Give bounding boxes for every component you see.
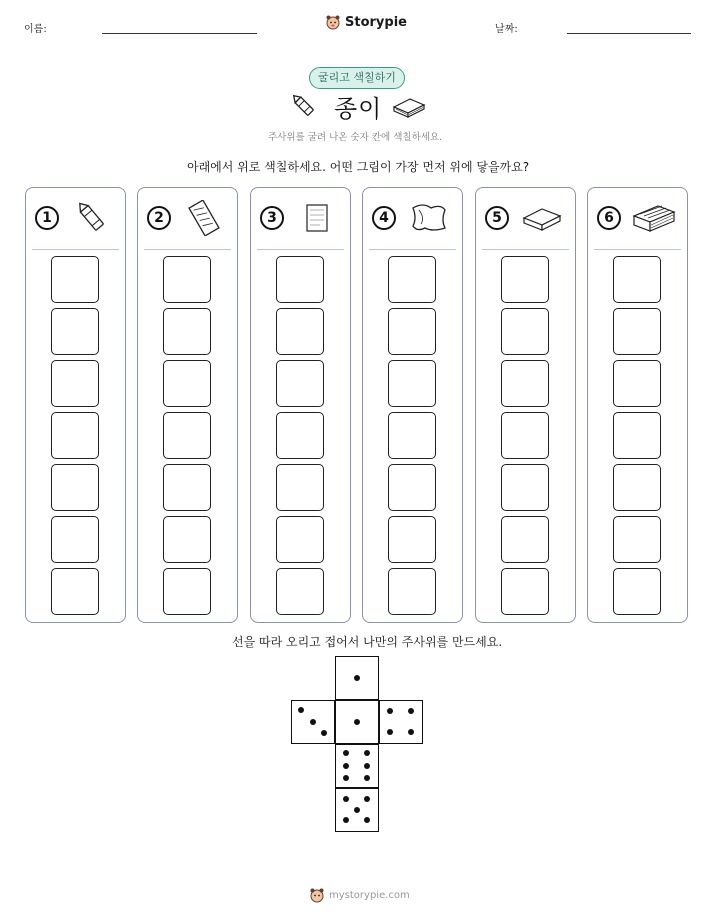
color-box[interactable] bbox=[276, 516, 324, 563]
color-box[interactable] bbox=[163, 412, 211, 459]
column-divider bbox=[369, 249, 456, 250]
color-box[interactable] bbox=[51, 464, 99, 511]
dice-pip bbox=[408, 729, 414, 735]
footer-url[interactable]: mystorypie.com bbox=[329, 889, 410, 901]
tissue-icon bbox=[407, 200, 451, 236]
activity-badge: 굴리고 색칠하기 bbox=[309, 67, 405, 89]
dice-pip bbox=[354, 675, 360, 681]
page-title: 종이 bbox=[334, 95, 383, 123]
color-box[interactable] bbox=[51, 360, 99, 407]
color-box[interactable] bbox=[388, 412, 436, 459]
column-1 bbox=[25, 187, 126, 623]
column-5 bbox=[475, 187, 576, 623]
footer bbox=[309, 887, 410, 903]
color-box[interactable] bbox=[388, 308, 436, 355]
color-box[interactable] bbox=[51, 568, 99, 615]
paper-stack-icon bbox=[392, 95, 426, 119]
dice-pip bbox=[343, 750, 349, 756]
color-box[interactable] bbox=[501, 516, 549, 563]
dice-pip bbox=[364, 763, 370, 769]
color-box[interactable] bbox=[613, 308, 661, 355]
dice-pip bbox=[343, 817, 349, 823]
color-box[interactable] bbox=[501, 256, 549, 303]
page-subtitle: 주사위를 굴려 나온 숫자 칸에 색칠하세요. bbox=[268, 132, 443, 143]
column-number: 1 bbox=[35, 206, 59, 230]
dice-face-1[interactable] bbox=[335, 700, 379, 744]
dice-pip bbox=[354, 807, 360, 813]
color-box[interactable] bbox=[388, 568, 436, 615]
dice-face-3[interactable] bbox=[291, 700, 335, 744]
dice-pip bbox=[387, 708, 393, 714]
color-box[interactable] bbox=[276, 568, 324, 615]
color-box[interactable] bbox=[163, 256, 211, 303]
dice-pip bbox=[343, 796, 349, 802]
color-box[interactable] bbox=[501, 412, 549, 459]
color-box[interactable] bbox=[613, 412, 661, 459]
color-box[interactable] bbox=[613, 360, 661, 407]
dice-pip bbox=[408, 708, 414, 714]
dice-face-1[interactable] bbox=[335, 656, 379, 700]
dice-pip bbox=[387, 729, 393, 735]
dice-pip bbox=[310, 719, 316, 725]
dice-instruction: 선을 따라 오리고 접어서 나만의 주사위를 만드세요. bbox=[232, 635, 503, 649]
color-box[interactable] bbox=[613, 464, 661, 511]
name-label: 이름: bbox=[24, 24, 47, 35]
name-line[interactable] bbox=[102, 33, 257, 34]
color-box[interactable] bbox=[501, 308, 549, 355]
column-divider bbox=[144, 249, 231, 250]
dice-pip bbox=[321, 730, 327, 736]
date-label: 날짜: bbox=[495, 24, 518, 35]
color-box[interactable] bbox=[163, 360, 211, 407]
paper-ream-icon bbox=[632, 200, 676, 236]
dice-pip bbox=[343, 763, 349, 769]
color-box[interactable] bbox=[163, 464, 211, 511]
color-box[interactable] bbox=[388, 360, 436, 407]
column-number: 5 bbox=[485, 206, 509, 230]
column-divider bbox=[482, 249, 569, 250]
dice-pip bbox=[354, 719, 360, 725]
color-box[interactable] bbox=[163, 308, 211, 355]
crayon-icon bbox=[291, 93, 319, 121]
color-box[interactable] bbox=[276, 256, 324, 303]
dice-pip bbox=[364, 750, 370, 756]
dice-pip bbox=[343, 775, 349, 781]
crayon-icon bbox=[70, 200, 114, 236]
storypie-mascot-icon bbox=[309, 887, 325, 903]
cardboard-piece-icon bbox=[182, 200, 226, 236]
column-3 bbox=[250, 187, 351, 623]
color-box[interactable] bbox=[51, 256, 99, 303]
color-box[interactable] bbox=[51, 308, 99, 355]
dice-face-5[interactable] bbox=[335, 788, 379, 832]
date-line[interactable] bbox=[567, 33, 691, 34]
color-box[interactable] bbox=[276, 412, 324, 459]
column-number: 4 bbox=[372, 206, 396, 230]
color-box[interactable] bbox=[613, 256, 661, 303]
color-box[interactable] bbox=[276, 308, 324, 355]
color-box[interactable] bbox=[388, 516, 436, 563]
column-divider bbox=[594, 249, 681, 250]
dice-face-4[interactable] bbox=[379, 700, 423, 744]
column-2 bbox=[137, 187, 238, 623]
color-box[interactable] bbox=[276, 360, 324, 407]
column-number: 6 bbox=[597, 206, 621, 230]
dice-pip bbox=[364, 775, 370, 781]
storypie-mascot-icon bbox=[325, 14, 341, 30]
dice-face-6[interactable] bbox=[335, 744, 379, 788]
brand-name: Storypie bbox=[345, 14, 407, 30]
column-divider bbox=[257, 249, 344, 250]
column-6 bbox=[587, 187, 688, 623]
dice-pip bbox=[364, 796, 370, 802]
coloring-instruction: 아래에서 위로 색칠하세요. 어떤 그림이 가장 먼저 위에 닿을까요? bbox=[187, 160, 530, 174]
column-number: 3 bbox=[260, 206, 284, 230]
color-box[interactable] bbox=[51, 412, 99, 459]
paper-sheet-icon bbox=[295, 200, 339, 236]
color-box[interactable] bbox=[501, 568, 549, 615]
color-box[interactable] bbox=[501, 360, 549, 407]
column-4 bbox=[362, 187, 463, 623]
color-box[interactable] bbox=[613, 568, 661, 615]
color-box[interactable] bbox=[163, 568, 211, 615]
color-box[interactable] bbox=[388, 464, 436, 511]
color-box[interactable] bbox=[388, 256, 436, 303]
paper-stack-icon bbox=[520, 200, 564, 236]
dice-pip bbox=[298, 707, 304, 713]
color-box[interactable] bbox=[613, 516, 661, 563]
color-box[interactable] bbox=[51, 516, 99, 563]
dice-pip bbox=[364, 817, 370, 823]
column-number: 2 bbox=[147, 206, 171, 230]
column-divider bbox=[32, 249, 119, 250]
color-box[interactable] bbox=[163, 516, 211, 563]
color-box[interactable] bbox=[501, 464, 549, 511]
color-box[interactable] bbox=[276, 464, 324, 511]
brand-logo bbox=[325, 14, 407, 30]
